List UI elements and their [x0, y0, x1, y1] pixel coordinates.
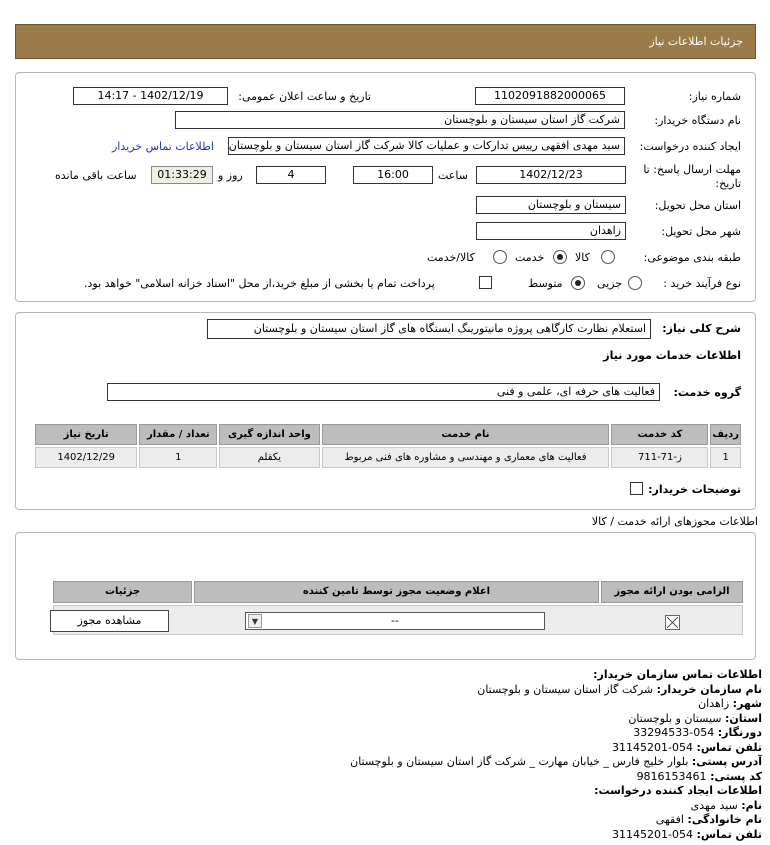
- buyer-contact-link[interactable]: اطلاعات تماس خریدار: [112, 140, 214, 153]
- contact-province: استان: سیستان و بلوچستان: [628, 711, 762, 725]
- category-both-label: کالا/خدمت: [427, 251, 475, 264]
- service-group-field: فعالیت های حرفه ای، علمی و فنی: [107, 383, 660, 401]
- category-service-label: خدمت: [515, 251, 545, 264]
- services-title: اطلاعات خدمات مورد نیاز: [603, 349, 741, 362]
- creator-field: سید مهدی افقهی رییس تدارکات و عملیات کالا شرکت گاز استان سیستان و بلوچستان: [228, 137, 625, 155]
- treasury-payment-checkbox[interactable]: [479, 276, 492, 289]
- province-field: سیستان و بلوچستان: [476, 196, 626, 214]
- permits-header-status: اعلام وضعیت مجوز توسط تامین کننده: [194, 581, 599, 603]
- permits-title: اطلاعات مجوزهای ارائه خدمت / کالا: [591, 515, 758, 528]
- permits-header-required: الزامی بودن ارائه مجوز: [601, 581, 743, 603]
- deadline-label-date: تاریخ:: [715, 177, 741, 190]
- treasury-payment-note: پرداخت تمام یا بخشی از مبلغ خرید،از محل "اسناد خزانه اسلامی" خواهد بود.: [84, 277, 435, 290]
- buyer-org-label: نام دستگاه خریدار:: [654, 114, 741, 127]
- creator-name: نام: سید مهدی: [690, 798, 762, 812]
- category-goods-radio[interactable]: [601, 250, 615, 264]
- contact-phone: تلفن تماس: 054-31145201: [612, 740, 762, 754]
- contact-fax: دورنگار: 054-33294533: [633, 726, 762, 739]
- contact-title: اطلاعات تماس سازمان خریدار:: [593, 668, 762, 681]
- deadline-label: مهلت ارسال پاسخ: تا: [643, 163, 741, 176]
- contact-org: نام سازمان خریدار: شرکت گاز استان سیستان و بلوچستان: [477, 682, 762, 696]
- permits-header-details: جزئیات: [53, 581, 192, 603]
- category-both-radio[interactable]: [493, 250, 507, 264]
- announce-field: 1402/12/19 - 14:17: [73, 87, 228, 105]
- col-qty: تعداد / مقدار: [139, 424, 217, 445]
- province-label: استان محل تحویل:: [654, 199, 741, 212]
- cell-date: 1402/12/29: [35, 447, 137, 468]
- process-label: نوع فرآیند خرید :: [663, 277, 741, 290]
- cell-qty: 1: [139, 447, 217, 468]
- remaining-label: ساعت باقی مانده: [55, 169, 137, 182]
- contact-section: [350, 668, 762, 842]
- announce-label: تاریخ و ساعت اعلان عمومی:: [238, 90, 371, 103]
- permit-status-select[interactable]: [245, 612, 545, 630]
- buyer-org-field: شرکت گاز استان سیستان و بلوچستان: [175, 111, 625, 129]
- creator-family: نام خانوادگی: افقهی: [655, 813, 762, 826]
- page-title: جزئیات اطلاعات نیاز: [649, 35, 743, 48]
- chevron-down-icon: ▼: [248, 614, 262, 628]
- category-goods-label: کالا: [575, 251, 590, 264]
- creator-phone: تلفن تماس: 054-31145201: [612, 827, 762, 841]
- buyer-notes-label: توضیحات خریدار:: [648, 483, 741, 496]
- category-service-radio[interactable]: [553, 250, 567, 264]
- need-summary-panel: [15, 312, 756, 510]
- creator-title: اطلاعات ایجاد کننده درخواست:: [594, 784, 762, 797]
- cell-code: ز-71-711: [611, 447, 708, 468]
- view-permit-button[interactable]: مشاهده مجوز: [50, 610, 169, 632]
- need-info-panel: [15, 72, 756, 302]
- col-code: کد خدمت: [611, 424, 708, 445]
- permit-status-value: --: [391, 614, 399, 627]
- days-label: روز و: [218, 169, 243, 182]
- city-field: زاهدان: [476, 222, 626, 240]
- required-x-icon: [665, 615, 680, 630]
- deadline-date-field: 1402/12/23: [476, 166, 626, 184]
- cell-name: فعالیت های معماری و مهندسی و مشاوره های فنی مربوط: [322, 447, 610, 468]
- col-unit: واحد اندازه گیری: [219, 424, 319, 445]
- col-name: نام خدمت: [322, 424, 610, 445]
- deadline-time-label: ساعت: [438, 169, 468, 182]
- creator-label: ایجاد کننده درخواست:: [639, 140, 741, 153]
- category-label: طبقه بندی موضوعی:: [643, 251, 741, 264]
- buyer-notes-checkbox[interactable]: [630, 482, 643, 495]
- city-label: شهر محل تحویل:: [661, 225, 741, 238]
- need-number-field: 1102091882000065: [475, 87, 625, 105]
- cell-unit: یکقلم: [219, 447, 319, 468]
- cell-row: 1: [710, 447, 741, 468]
- process-medium-radio[interactable]: [571, 276, 585, 290]
- contact-address: آدرس پستی: بلوار خلیج فارس _ خیابان مهارت _ شرکت گاز استان سیستان و بلوچستان: [350, 755, 762, 768]
- deadline-time-field: 16:00: [353, 166, 433, 184]
- col-date: تاریخ نیاز: [35, 424, 137, 445]
- remaining-time-field: 01:33:29: [151, 166, 213, 184]
- need-number-label: شماره نیاز:: [688, 90, 741, 103]
- summary-field: استعلام نظارت کارگاهی پروژه مانیتورینگ ایستگاه های گاز استان سیستان و بلوچستان: [207, 319, 651, 339]
- summary-label: شرح کلی نیاز:: [662, 322, 741, 335]
- page-header: [15, 24, 756, 59]
- contact-postal: کد پستی: 9816153461: [636, 769, 762, 783]
- process-minor-radio[interactable]: [628, 276, 642, 290]
- service-group-label: گروه خدمت:: [673, 386, 741, 399]
- process-medium-label: متوسط: [528, 277, 563, 290]
- table-row: [35, 447, 741, 468]
- col-row: ردیف: [710, 424, 741, 445]
- days-field: 4: [256, 166, 326, 184]
- contact-city: شهر: زاهدان: [698, 697, 762, 710]
- services-table: [33, 422, 743, 470]
- process-minor-label: جزیی: [597, 277, 623, 290]
